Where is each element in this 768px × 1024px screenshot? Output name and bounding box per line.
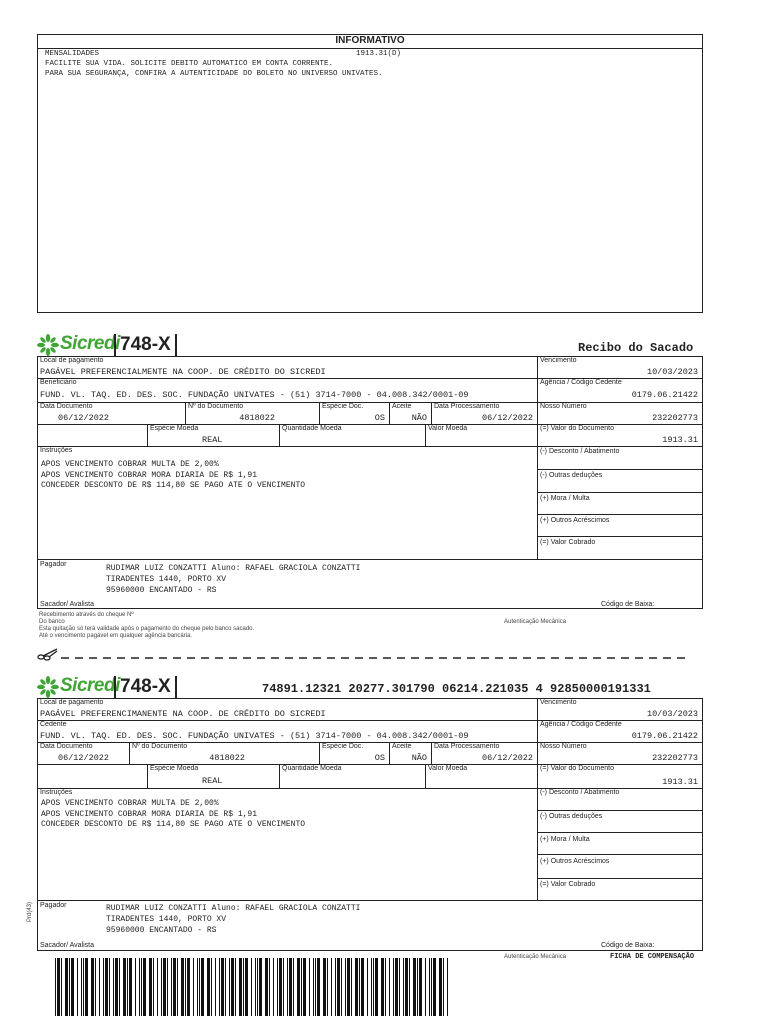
barcode-bar bbox=[207, 958, 210, 1016]
barcode-bar bbox=[393, 958, 394, 1016]
ficha-sacador-label: Sacador/ Avalista bbox=[40, 942, 94, 949]
recibo-aceite-value: NÃO bbox=[411, 413, 427, 423]
ficha-valormoeda-label: Valor Moeda bbox=[428, 765, 468, 772]
ficha-datadoc-label: Data Documento bbox=[40, 743, 93, 750]
barcode-bar bbox=[171, 958, 172, 1016]
recibo-benef-label: Beneficiário bbox=[40, 379, 77, 386]
barcode-bar bbox=[419, 958, 422, 1016]
barcode-bar bbox=[417, 958, 418, 1016]
bank-code: 748-X bbox=[114, 334, 177, 356]
ficha-datadoc-value: 06/12/2022 bbox=[58, 753, 110, 763]
barcode-bar bbox=[313, 958, 314, 1016]
barcode-bar bbox=[347, 958, 350, 1016]
barcode-bar bbox=[173, 958, 176, 1016]
recibo-qtd-cell bbox=[279, 425, 425, 447]
barcode-bar bbox=[433, 958, 436, 1016]
barcode-bar bbox=[129, 958, 132, 1016]
ficha-instr-3: CONCEDER DESCONTO DE R$ 114,80 SE PAGO ATE O VENCIMENTO bbox=[41, 820, 306, 829]
barcode-bar bbox=[113, 958, 114, 1016]
recibo-dataproc-cell bbox=[431, 403, 537, 425]
barcode-bar bbox=[331, 958, 332, 1016]
barcode-bar bbox=[103, 958, 104, 1016]
recibo-ndoc-value: 4818022 bbox=[239, 413, 275, 423]
recibo-qtd-label: Quantidade Moeda bbox=[282, 425, 342, 432]
informativo-box bbox=[37, 34, 703, 313]
ficha-aceite-value: NÃO bbox=[411, 753, 427, 763]
barcode-bar bbox=[193, 958, 194, 1016]
recibo-aceite-label: Aceite bbox=[392, 403, 412, 410]
barcode-bar bbox=[327, 958, 328, 1016]
barcode-bar bbox=[243, 958, 244, 1016]
barcode-bar bbox=[385, 958, 386, 1016]
recibo-sacador-label: Sacador/ Avalista bbox=[40, 601, 94, 608]
recibo-especiemoeda-cell bbox=[147, 425, 279, 447]
ficha-ndoc-value: 4818022 bbox=[209, 753, 245, 763]
ficha-venc-cell bbox=[537, 699, 703, 721]
informativo-amount: 1913.31(D) bbox=[356, 50, 402, 58]
barcode-bar bbox=[163, 958, 166, 1016]
barcode-bar bbox=[431, 958, 432, 1016]
recibo-autent: Autenticação Mecânica bbox=[504, 619, 567, 625]
barcode-bar bbox=[257, 958, 258, 1016]
barcode-bar bbox=[309, 958, 310, 1016]
barcode-bar bbox=[265, 958, 268, 1016]
ficha-qtd-label: Quantidade Moeda bbox=[282, 765, 342, 772]
ficha-valordoc-cell bbox=[537, 765, 703, 789]
barcode-bar bbox=[109, 958, 110, 1016]
ficha-nosso-label: Nosso Número bbox=[540, 743, 587, 750]
ficha-pagador-1: RUDIMAR LUIZ CONZATTI Aluno: RAFAEL GRACIOLA CONZATTI bbox=[106, 904, 361, 913]
ficha-codbaixa-label: Código de Baixa: bbox=[601, 942, 655, 949]
ficha-cobrado-label: (=) Valor Cobrado bbox=[540, 881, 596, 888]
barcode-bar bbox=[439, 958, 442, 1016]
ficha-qtd-cell bbox=[279, 765, 425, 789]
barcode-bar bbox=[231, 958, 234, 1016]
recibo-valordoc-label: (=) Valor do Documento bbox=[540, 425, 614, 432]
ficha-pagador-label: Pagador bbox=[40, 902, 67, 909]
barcode-bar bbox=[215, 958, 216, 1016]
barcode-bar bbox=[199, 958, 200, 1016]
barcode-bar bbox=[229, 958, 230, 1016]
ficha-side-text: Prd(43) bbox=[27, 901, 33, 922]
ficha-especiemoeda-cell bbox=[147, 765, 279, 789]
barcode-bar bbox=[123, 958, 126, 1016]
barcode-bar bbox=[371, 958, 372, 1016]
barcode-bar bbox=[447, 958, 448, 1016]
barcode-bar bbox=[105, 958, 108, 1016]
ficha-pagador-2: TIRADENTES 1440, PORTO XV bbox=[106, 915, 227, 924]
recibo-instr-1: APOS VENCIMENTO COBRAR MULTA DE 2,00% bbox=[41, 460, 219, 469]
recibo-instr-3: CONCEDER DESCONTO DE R$ 114,80 SE PAGO ATE O VENCIMENTO bbox=[41, 481, 306, 490]
barcode-bar bbox=[91, 958, 94, 1016]
barcode-bar bbox=[429, 958, 430, 1016]
barcode-bar bbox=[297, 958, 300, 1016]
barcode-bar bbox=[359, 958, 360, 1016]
recibo-cobrado-label: (=) Valor Cobrado bbox=[540, 539, 596, 546]
ficha-cobrado-cell bbox=[537, 879, 703, 901]
ficha-blank-cell bbox=[37, 765, 147, 789]
recibo-desconto-cell bbox=[537, 447, 703, 470]
ficha-valordoc-value: 1913.31 bbox=[662, 777, 698, 787]
barcode-bar bbox=[77, 958, 78, 1016]
barcode-bar bbox=[99, 958, 100, 1016]
barcode-bar bbox=[405, 958, 408, 1016]
recibo-codbaixa-label: Código de Baixa: bbox=[601, 601, 655, 608]
ficha-agencia-cell bbox=[537, 721, 703, 743]
barcode-bar bbox=[161, 958, 162, 1016]
sicredi-brand-name-ficha: Sicredi bbox=[60, 675, 120, 696]
recibo-ndoc-cell bbox=[185, 403, 319, 425]
ficha-especiedoc-label: Espécie Doc. bbox=[322, 743, 364, 750]
barcode-bar bbox=[153, 958, 154, 1016]
barcode-bar bbox=[95, 958, 96, 1016]
barcode-bar bbox=[219, 958, 220, 1016]
barcode-bar bbox=[375, 958, 378, 1016]
barcode-bar bbox=[55, 958, 56, 1016]
recibo-local-value: PAGÁVEL PREFERENCIALMENTE NA COOP. DE CRÉDITO DO SICREDI bbox=[40, 367, 326, 377]
recibo-pagador-1: RUDIMAR LUIZ CONZATTI Aluno: RAFAEL GRACIOLA CONZATTI bbox=[106, 564, 361, 573]
barcode-bar bbox=[345, 958, 346, 1016]
ficha-datadoc-cell bbox=[37, 743, 129, 765]
ficha-outrasded-label: (-) Outras deduções bbox=[540, 813, 603, 820]
ficha-dataproc-value: 06/12/2022 bbox=[481, 753, 533, 763]
bank-code-ficha: 748-X bbox=[114, 676, 177, 698]
linha-digitavel: 74891.12321 20277.301790 06214.221035 4 92850000191331 bbox=[262, 682, 651, 696]
barcode-bar bbox=[381, 958, 384, 1016]
recibo-nosso-cell bbox=[537, 403, 703, 425]
barcode-bar bbox=[69, 958, 70, 1016]
ficha-compensacao-label: FICHA DE COMPENSAÇÃO bbox=[610, 953, 695, 961]
ficha-pagador-3: 95960000 ENCANTADO - RS bbox=[106, 926, 217, 935]
ficha-agencia-value: 0179.06.21422 bbox=[631, 731, 698, 741]
ficha-instr-1: APOS VENCIMENTO COBRAR MULTA DE 2,00% bbox=[41, 799, 219, 808]
recibo-pagador-2: TIRADENTES 1440, PORTO XV bbox=[106, 575, 227, 584]
recibo-benef-cell bbox=[37, 379, 537, 403]
barcode-bar bbox=[403, 958, 404, 1016]
ficha-dataproc-cell bbox=[431, 743, 537, 765]
recibo-pagador-label: Pagador bbox=[40, 561, 67, 568]
recibo-local-cell bbox=[37, 357, 537, 379]
ficha-venc-value: 10/03/2023 bbox=[646, 709, 698, 719]
barcode-bar bbox=[323, 958, 326, 1016]
ficha-aceite-label: Aceite bbox=[392, 743, 412, 750]
ficha-nosso-cell bbox=[537, 743, 703, 765]
barcode-bar bbox=[283, 958, 284, 1016]
ficha-dataproc-label: Data Processamento bbox=[434, 743, 500, 750]
barcode-bar bbox=[235, 958, 236, 1016]
ficha-outrosacr-label: (+) Outros Acréscimos bbox=[540, 858, 610, 865]
informativo-line-1: MENSALIDADES bbox=[45, 50, 100, 58]
recibo-datadoc-value: 06/12/2022 bbox=[58, 413, 110, 423]
barcode-bar bbox=[157, 958, 158, 1016]
recibo-outrasded-cell bbox=[537, 470, 703, 493]
recibo-valordoc-value: 1913.31 bbox=[662, 435, 698, 445]
recibo-venc-value: 10/03/2023 bbox=[646, 367, 698, 377]
cut-line bbox=[37, 648, 703, 662]
recibo-blank-cell bbox=[37, 425, 147, 447]
informativo-line-3: PARA SUA SEGURANÇA, CONFIRA A AUTENTICIDADE DO BOLETO NO UNIVERSO UNIVATES. bbox=[45, 70, 383, 78]
barcode-bar bbox=[361, 958, 364, 1016]
barcode-bar bbox=[389, 958, 390, 1016]
ficha-ndoc-label: Nº do Documento bbox=[132, 743, 188, 750]
ficha-mora-label: (+) Mora / Multa bbox=[540, 836, 590, 843]
barcode-bar bbox=[115, 958, 118, 1016]
barcode-bar bbox=[443, 958, 444, 1016]
recibo-benef-value: FUND. VL. TAQ. ED. DES. SOC. FUNDAÇÃO UNIVATES - (51) 3714-7000 - 04.008.342/0001-09 bbox=[40, 390, 469, 400]
recibo-mora-label: (+) Mora / Multa bbox=[540, 495, 590, 502]
barcode-bar bbox=[335, 958, 336, 1016]
ficha-nosso-value: 232202773 bbox=[652, 753, 698, 763]
barcode-bar bbox=[341, 958, 342, 1016]
barcode-bar bbox=[399, 958, 400, 1016]
barcode-bar bbox=[303, 958, 306, 1016]
recibo-especiemoeda-value: REAL bbox=[202, 435, 223, 445]
barcode-bar bbox=[245, 958, 248, 1016]
barcode-bar bbox=[277, 958, 278, 1016]
barcode-bar bbox=[337, 958, 340, 1016]
ficha-valormoeda-cell bbox=[425, 765, 537, 789]
barcode-bar bbox=[287, 958, 288, 1016]
barcode-bar bbox=[409, 958, 410, 1016]
ficha-cedente-cell bbox=[37, 721, 537, 743]
barcode-bar bbox=[225, 958, 226, 1016]
scissors-icon bbox=[38, 649, 57, 660]
recibo-valormoeda-label: Valor Moeda bbox=[428, 425, 468, 432]
barcode bbox=[55, 958, 450, 1016]
recibo-pagador-3: 95960000 ENCANTADO - RS bbox=[106, 586, 217, 595]
recibo-nosso-value: 232202773 bbox=[652, 413, 698, 423]
recibo-especiedoc-label: Espécie Doc. bbox=[322, 403, 364, 410]
recibo-agencia-label: Agência / Código Cedente bbox=[540, 379, 622, 386]
barcode-bar bbox=[425, 958, 426, 1016]
barcode-bar bbox=[187, 958, 190, 1016]
recibo-instr-label: Instruções bbox=[40, 447, 73, 454]
recibo-pagador-cell bbox=[37, 560, 703, 609]
barcode-bar bbox=[211, 958, 212, 1016]
recibo-footer-1: Recebimento através do cheque Nº bbox=[39, 612, 134, 618]
barcode-bar bbox=[413, 958, 416, 1016]
recibo-valormoeda-cell bbox=[425, 425, 537, 447]
recibo-instr-2: APOS VENCIMENTO COBRAR MORA DIARIA DE R$ 1,91 bbox=[41, 470, 258, 480]
barcode-bar bbox=[255, 958, 256, 1016]
recibo-agencia-value: 0179.06.21422 bbox=[631, 390, 698, 400]
ficha-ndoc-cell bbox=[129, 743, 319, 765]
recibo-nosso-label: Nosso Número bbox=[540, 403, 587, 410]
ficha-desconto-label: (-) Desconto / Abatimento bbox=[540, 789, 620, 796]
ficha-valordoc-label: (=) Valor do Documento bbox=[540, 765, 614, 772]
ficha-agencia-label: Agência / Código Cedente bbox=[540, 721, 622, 728]
barcode-bar bbox=[269, 958, 270, 1016]
ficha-especiedoc-cell bbox=[319, 743, 389, 765]
ficha-form bbox=[37, 698, 703, 951]
recibo-outrasded-label: (-) Outras deduções bbox=[540, 472, 603, 479]
barcode-bar bbox=[149, 958, 152, 1016]
informativo-title: INFORMATIVO bbox=[38, 35, 702, 49]
informativo-line-2: FACILITE SUA VIDA. SOLICITE DEBITO AUTOMATICO EM CONTA CORRENTE. bbox=[45, 60, 334, 68]
barcode-bar bbox=[61, 958, 62, 1016]
barcode-bar bbox=[57, 958, 60, 1016]
barcode-bar bbox=[251, 958, 252, 1016]
barcode-bar bbox=[71, 958, 74, 1016]
recibo-mora-cell bbox=[537, 493, 703, 515]
recibo-outrosacr-cell bbox=[537, 515, 703, 537]
ficha-pagador-cell bbox=[37, 901, 703, 951]
ficha-outrosacr-cell bbox=[537, 855, 703, 879]
barcode-bar bbox=[139, 958, 140, 1016]
barcode-bar bbox=[279, 958, 282, 1016]
barcode-bar bbox=[119, 958, 120, 1016]
ficha-desconto-cell bbox=[537, 789, 703, 811]
recibo-especiedoc-value: OS bbox=[374, 413, 385, 423]
barcode-bar bbox=[259, 958, 262, 1016]
barcode-bar bbox=[127, 958, 128, 1016]
recibo-venc-cell bbox=[537, 357, 703, 379]
recibo-ndoc-label: Nº do Documento bbox=[188, 403, 244, 410]
barcode-bar bbox=[185, 958, 186, 1016]
barcode-bar bbox=[273, 958, 274, 1016]
barcode-bar bbox=[239, 958, 242, 1016]
ficha-local-cell bbox=[37, 699, 537, 721]
recibo-local-label: Local de pagamento bbox=[40, 357, 104, 364]
recibo-valordoc-cell bbox=[537, 425, 703, 447]
recibo-footer-3: Esta quitação só terá validade após o pagamento do cheque pelo banco sacado. bbox=[39, 626, 255, 632]
barcode-bar bbox=[395, 958, 398, 1016]
recibo-footer-4: Até o vencimento pagável em qualquer agência bancária. bbox=[39, 633, 193, 639]
ficha-cedente-value: FUND. VL. TAQ. ED. DES. SOC. FUNDAÇÃO UNIVATES - (51) 3714-7000 - 04.008.342/0001-09 bbox=[40, 731, 469, 741]
recibo-desconto-label: (-) Desconto / Abatimento bbox=[540, 448, 620, 455]
ficha-especiedoc-value: OS bbox=[374, 753, 385, 763]
sicredi-leaf-icon bbox=[37, 676, 59, 698]
recibo-outrosacr-label: (+) Outros Acréscimos bbox=[540, 517, 610, 524]
recibo-title: Recibo do Sacado bbox=[578, 341, 694, 355]
recibo-venc-label: Vencimento bbox=[540, 357, 577, 364]
recibo-especiedoc-cell bbox=[319, 403, 389, 425]
ficha-aceite-cell bbox=[389, 743, 431, 765]
barcode-bar bbox=[143, 958, 146, 1016]
barcode-bar bbox=[181, 958, 184, 1016]
barcode-bar bbox=[317, 958, 320, 1016]
ficha-instr-cell bbox=[37, 789, 537, 901]
ficha-venc-label: Vencimento bbox=[540, 699, 577, 706]
recibo-especiemoeda-label: Espécie Moeda bbox=[150, 425, 199, 432]
barcode-bar bbox=[315, 958, 316, 1016]
barcode-bar bbox=[81, 958, 82, 1016]
barcode-bar bbox=[141, 958, 142, 1016]
barcode-bar bbox=[355, 958, 358, 1016]
ficha-instr-label: Instruções bbox=[40, 789, 73, 796]
ficha-local-label: Local de pagamento bbox=[40, 699, 104, 706]
barcode-bar bbox=[301, 958, 302, 1016]
barcode-bar bbox=[289, 958, 292, 1016]
barcode-bar bbox=[293, 958, 294, 1016]
barcode-bar bbox=[201, 958, 204, 1016]
barcode-bar bbox=[367, 958, 368, 1016]
barcode-bar bbox=[177, 958, 178, 1016]
recibo-dataproc-label: Data Processamento bbox=[434, 403, 500, 410]
recibo-cobrado-cell bbox=[537, 537, 703, 560]
recibo-datadoc-label: Data Documento bbox=[40, 403, 93, 410]
recibo-form bbox=[37, 356, 703, 609]
barcode-bar bbox=[373, 958, 374, 1016]
recibo-aceite-cell bbox=[389, 403, 431, 425]
recibo-datadoc-cell bbox=[37, 403, 185, 425]
barcode-bar bbox=[65, 958, 68, 1016]
barcode-bar bbox=[221, 958, 224, 1016]
recibo-dataproc-value: 06/12/2022 bbox=[481, 413, 533, 423]
barcode-bar bbox=[85, 958, 88, 1016]
ficha-outrasded-cell bbox=[537, 811, 703, 833]
barcode-bar bbox=[351, 958, 352, 1016]
barcode-bar bbox=[167, 958, 168, 1016]
ficha-autent: Autenticação Mecânica bbox=[504, 954, 567, 960]
recibo-agencia-cell bbox=[537, 379, 703, 403]
ficha-mora-cell bbox=[537, 833, 703, 855]
ficha-especiemoeda-label: Espécie Moeda bbox=[150, 765, 199, 772]
ficha-local-value: PAGÁVEL PREFERENCIMANENTE NA COOP. DE CRÉDITO DO SICREDI bbox=[40, 709, 326, 719]
sicredi-brand-name: Sicredi bbox=[60, 333, 120, 354]
barcode-bar bbox=[135, 958, 136, 1016]
recibo-instr-cell bbox=[37, 447, 537, 560]
barcode-bar bbox=[83, 958, 84, 1016]
sicredi-leaf-icon bbox=[37, 334, 59, 356]
ficha-instr-2: APOS VENCIMENTO COBRAR MORA DIARIA DE R$ 1,91 bbox=[41, 809, 258, 819]
ficha-cedente-label: Cedente bbox=[40, 721, 67, 728]
recibo-footer-2: Do banco bbox=[39, 619, 65, 625]
ficha-especiemoeda-value: REAL bbox=[202, 776, 223, 786]
barcode-bar bbox=[197, 958, 198, 1016]
